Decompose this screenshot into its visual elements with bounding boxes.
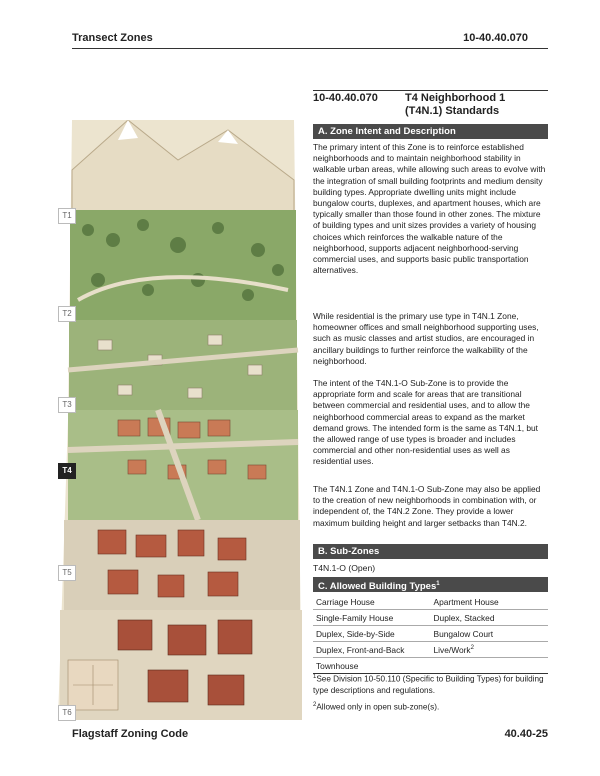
transect-label-t1: T1 — [58, 208, 76, 224]
intent-paragraph: The T4N.1 Zone and T4N.1-O Sub-Zone may also be applied to the creation of new neighborhoods in combination with, or independent of, the T4N.2 Zone. They provide a lower maximum building height and larger setbacks than T4N.2. — [313, 484, 541, 528]
building-types-heading-text: C. Allowed Building Types — [318, 581, 437, 593]
building-type: Carriage House — [313, 594, 431, 610]
footnote-mark: 2 — [313, 702, 317, 708]
table-row — [313, 610, 548, 626]
transect-label-t3: T3 — [58, 397, 76, 413]
page-header — [72, 32, 528, 46]
sub-zone-item: T4N.1-O (Open) — [313, 563, 376, 573]
footnote-mark: 2 — [470, 644, 474, 651]
building-type: Duplex, Stacked — [431, 610, 549, 626]
transect-label-t5: T5 — [58, 565, 76, 581]
page-footer — [72, 728, 548, 742]
footnote-mark: 1 — [313, 674, 317, 680]
section-rule — [313, 90, 548, 91]
section-number: 10-40.40.070 — [313, 92, 378, 104]
intent-paragraph: While residential is the primary use type in T4N.1 Zone, homeowner offices and small neighborhood supporting uses, such as music classes and artist studios, are encouraged in ancillary buildings to further reinforce the walkability of the neighborhood. — [313, 311, 539, 366]
header-right: 10-40.40.070 — [463, 32, 528, 44]
building-types-heading — [313, 577, 548, 592]
building-type: Duplex, Front-and-Back — [313, 642, 431, 658]
building-type: Duplex, Side-by-Side — [313, 626, 431, 642]
transect-label-t2: T2 — [58, 306, 76, 322]
footnote-text: Allowed only in open sub-zone(s). — [316, 702, 440, 712]
building-type: Bungalow Court — [431, 626, 549, 642]
footnote — [313, 672, 548, 696]
header-left: Transect Zones — [72, 32, 153, 44]
intent-paragraph: The intent of the T4N.1-O Sub-Zone is to provide the appropriate form and scale for areas that are transitional between commercial and residential uses, and to allow the neighborhood commercial areas to expand as the market demand grows. The intended form is the same as T4N.1, but the allowed range of use types is broader and includes commercial and other non-residential uses as well as residential uses. — [313, 378, 539, 467]
building-type: Live/Work$^2$ — [431, 642, 549, 658]
transect-illustration — [58, 120, 302, 720]
header-rule — [72, 48, 548, 49]
table-row — [313, 626, 548, 642]
transect-label-t4: T4 — [58, 463, 76, 479]
building-type: Single-Family House — [313, 610, 431, 626]
building-types-table — [313, 594, 548, 674]
footnote — [313, 700, 548, 713]
footer-left: Flagstaff Zoning Code — [72, 728, 189, 740]
footnote-text: See Division 10-50.110 (Specific to Building Types) for building type descriptions and regulations. — [313, 674, 544, 695]
building-type: Townhouse — [313, 658, 431, 674]
footer-right: 40.40-25 — [504, 728, 548, 740]
zone-intent-heading: A. Zone Intent and Description — [313, 124, 548, 139]
sub-zones-heading: B. Sub-Zones — [313, 544, 548, 559]
transect-label-t6: T6 — [58, 705, 76, 721]
table-row — [313, 642, 548, 658]
building-type: Apartment House — [431, 594, 549, 610]
intent-paragraph: The primary intent of this Zone is to reinforce established neighborhoods and to maintain neighborhood stability in walkable urban areas, while allowing such areas to evolve with the integration of small building footprints and medium density building types. Appropriate dwelling units might include bungalow courts, duplexes, and apartment houses, which are typically smaller than those found in other zones. The mixture of building types and unit sizes provides a variety of housing choices which reinforces the walkable nature of the neighborhood, supports adjacent neighborhood-serving commercial uses, and supports basic public transportation alternatives. — [313, 142, 546, 276]
heading-footnote-mark: 1 — [436, 581, 440, 587]
section-heading: T4 Neighborhood 1 (T4N.1) Standards — [405, 92, 506, 117]
table-row — [313, 594, 548, 610]
